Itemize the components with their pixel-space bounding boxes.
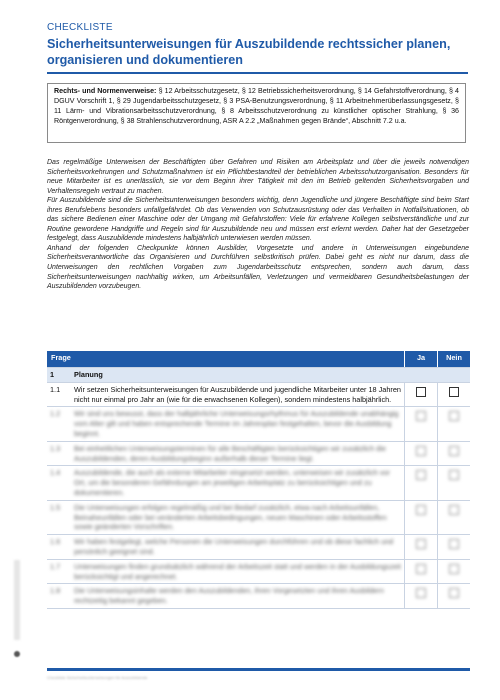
no-checkbox[interactable] [449,470,459,480]
yes-checkbox[interactable] [416,411,426,421]
question-number: 1.7 [47,559,71,584]
title-divider [47,72,468,74]
references-label: Rechts- und Normenverweise: [54,87,157,95]
footer-text: Checkliste Sicherheitsunterweisungen für Auszubildende [47,675,148,680]
section-number: 1 [47,368,71,383]
document-kicker: CHECKLISTE [47,22,113,33]
publisher-logo-icon [14,651,20,657]
question-text: Die Unterweisungsinhalte werden den Auszubildenden, ihren Vorgesetzten und ihren Ausbildern rechtzeitig bekannt gegeben. [71,584,405,609]
table-row [47,584,470,609]
yes-checkbox[interactable] [416,588,426,598]
table-row [47,382,470,407]
yes-checkbox[interactable] [416,539,426,549]
table-row [47,441,470,466]
column-header-yes: Ja [405,351,438,368]
question-number: 1.4 [47,466,71,500]
question-number: 1.6 [47,535,71,560]
yes-checkbox[interactable] [416,505,426,515]
column-header-question: Frage [47,351,405,368]
yes-checkbox[interactable] [416,387,426,397]
table-row [47,535,470,560]
intro-paragraph: Für Auszubildende sind die Sicherheitsunterweisungen besonders wichtig, denn Jugendliche und jüngere Beschäftigte sind beim Start ihres Berufslebens besonders unfallgefährdet. Ob das Verwenden von Schutzausrüstung oder das Verhalten in Notfallsituationen, ob das sichere Bedienen einer Maschine oder der Umgang mit Gefahrstoffen: Viele für erfahrene Kollegen selbstverständliche und zur Routine gewordene Handgriffe und Regeln sind für Auszubildende neu und müssen erst erlernt werden. Daher hat der Gesetzgeber festgelegt, dass Auszubildende mindestens halbjährlich unterwiesen werden müssen. [47,197,469,243]
references-box [47,83,466,143]
no-checkbox[interactable] [449,505,459,515]
section-label: Planung [71,368,470,383]
question-number: 1.3 [47,441,71,466]
no-checkbox[interactable] [449,446,459,456]
question-text: Bei einheitlichen Unterweisungsterminen für alle Beschäftigten berücksichtigen wir zusätzlich die Auszubildenden, deren Ausbildungsbeginn außerhalb dieser Termine liegt. [71,441,405,466]
intro-text [47,158,469,292]
intro-paragraph: Das regelmäßige Unterweisen der Beschäftigten über Gefahren und Risiken am Arbeitsplatz und über die jeweils notwendigen Sicherheitsvorkehrungen und Schutzmaßnahmen ist ein Pflichtbestandteil der betrieblichen Arbeitsschutzorganisation. Besonders für neue Mitarbeiter ist es unerlässlich, sie vor dem Beginn ihrer Tätigkeit mit den im Betrieb geltenden Sicherheitsvorgaben und Verhaltensregeln vertraut zu machen. [47,159,469,195]
checklist-table [47,351,470,609]
table-row [47,559,470,584]
yes-checkbox[interactable] [416,446,426,456]
question-text: Wir sind uns bewusst, dass der halbjährliche Unterweisungsrhythmus für Auszubildende unabhängig vom Alter gilt und haben entsprechende Termine im Jahresplan festgehalten, bevor die Ausbildung beginnt. [71,407,405,441]
table-row [47,500,470,534]
table-header-row [47,351,470,368]
no-checkbox[interactable] [449,411,459,421]
footer-bar [47,668,470,671]
question-text: Auszubildende, die auch als externe Mitarbeiter eingesetzt werden, unterweisen wir zusätzlich vor Ort, um die besonderen Gefährdungen am jeweiligen Arbeitsplatz zu berücksichtigen und zu dokumentieren. [71,466,405,500]
table-row [47,407,470,441]
document-title: Sicherheitsunterweisungen für Auszubildende rechtssicher planen, organisieren und dokumentieren [47,37,451,67]
question-number: 1.2 [47,407,71,441]
yes-checkbox[interactable] [416,470,426,480]
question-number: 1.8 [47,584,71,609]
references-text: § 12 Arbeitsschutzgesetz, § 12 Betriebssicherheitsverordnung, § 14 Gefahrstoffverordnung, § 4 DGUV Vorschrift 1, § 29 Jugendarbeitsschutzgesetz, § 3 PSA-Benutzungsverordnung, § 11 Arbeitnehmerüberlassungsgesetz, § 11 Lärm- und Vibrationsarbeitsschutzverordnung, § 8 Arbeitsschutzverordnung zu künstlicher optischer Strahlung, § 36 Röntgenverordnung, § 38 Strahlenschutzverordnung, ASR A 2.2 „Maßnahmen gegen Brände“, Abschnitt 7.2 u.a. [54,87,459,125]
question-number: 1.1 [47,382,71,407]
question-text: Die Unterweisungen erfolgen regelmäßig und bei Bedarf zusätzlich, etwa nach Arbeitsunfällen, Beinaheunfällen oder bei veränderten Arbeitsbedingungen, neuen Maschinen oder Arbeitsstoffen sowie geänderten Vorschriften. [71,500,405,534]
side-imprint [14,560,20,640]
no-checkbox[interactable] [449,564,459,574]
no-checkbox[interactable] [449,539,459,549]
question-text: Unterweisungen finden grundsätzlich während der Arbeitszeit statt und werden in der Ausbildungszeit berücksichtigt und angerechnet. [71,559,405,584]
question-text: Wir haben festgelegt, welche Personen die Unterweisungen durchführen und ob diese fachlich und persönlich geeignet sind. [71,535,405,560]
table-row [47,466,470,500]
question-text: Wir setzen Sicherheitsunterweisungen für Auszubildende und jugendliche Mitarbeiter unter 18 Jahren nicht nur einmal pro Jahr an (wie für die erwachsenen Kollegen), sondern mindestens halbjährlich. [71,382,405,407]
question-number: 1.5 [47,500,71,534]
column-header-no: Nein [438,351,471,368]
no-checkbox[interactable] [449,387,459,397]
section-row [47,368,470,383]
yes-checkbox[interactable] [416,564,426,574]
no-checkbox[interactable] [449,588,459,598]
intro-paragraph: Anhand der folgenden Checkpunkte können Ausbilder, Vorgesetzte und andere in Unterweisungen eingebundene Sicherheitsverantwortliche das Organisieren und Durchführen selbstkritisch prüfen. Dabei geht es nicht nur darum, dass die Unterweisungen den rechtlichen Vorgaben zum Jugendarbeitsschutz entsprechen, sondern auch darum, dass Sicherheitsunterweisungen nachhaltig wirken, um Arbeitsunfällen, Verletzungen und vermeidbaren Gesundheitsbelastungen der Auszubildenden vorzubeugen. [47,244,469,291]
